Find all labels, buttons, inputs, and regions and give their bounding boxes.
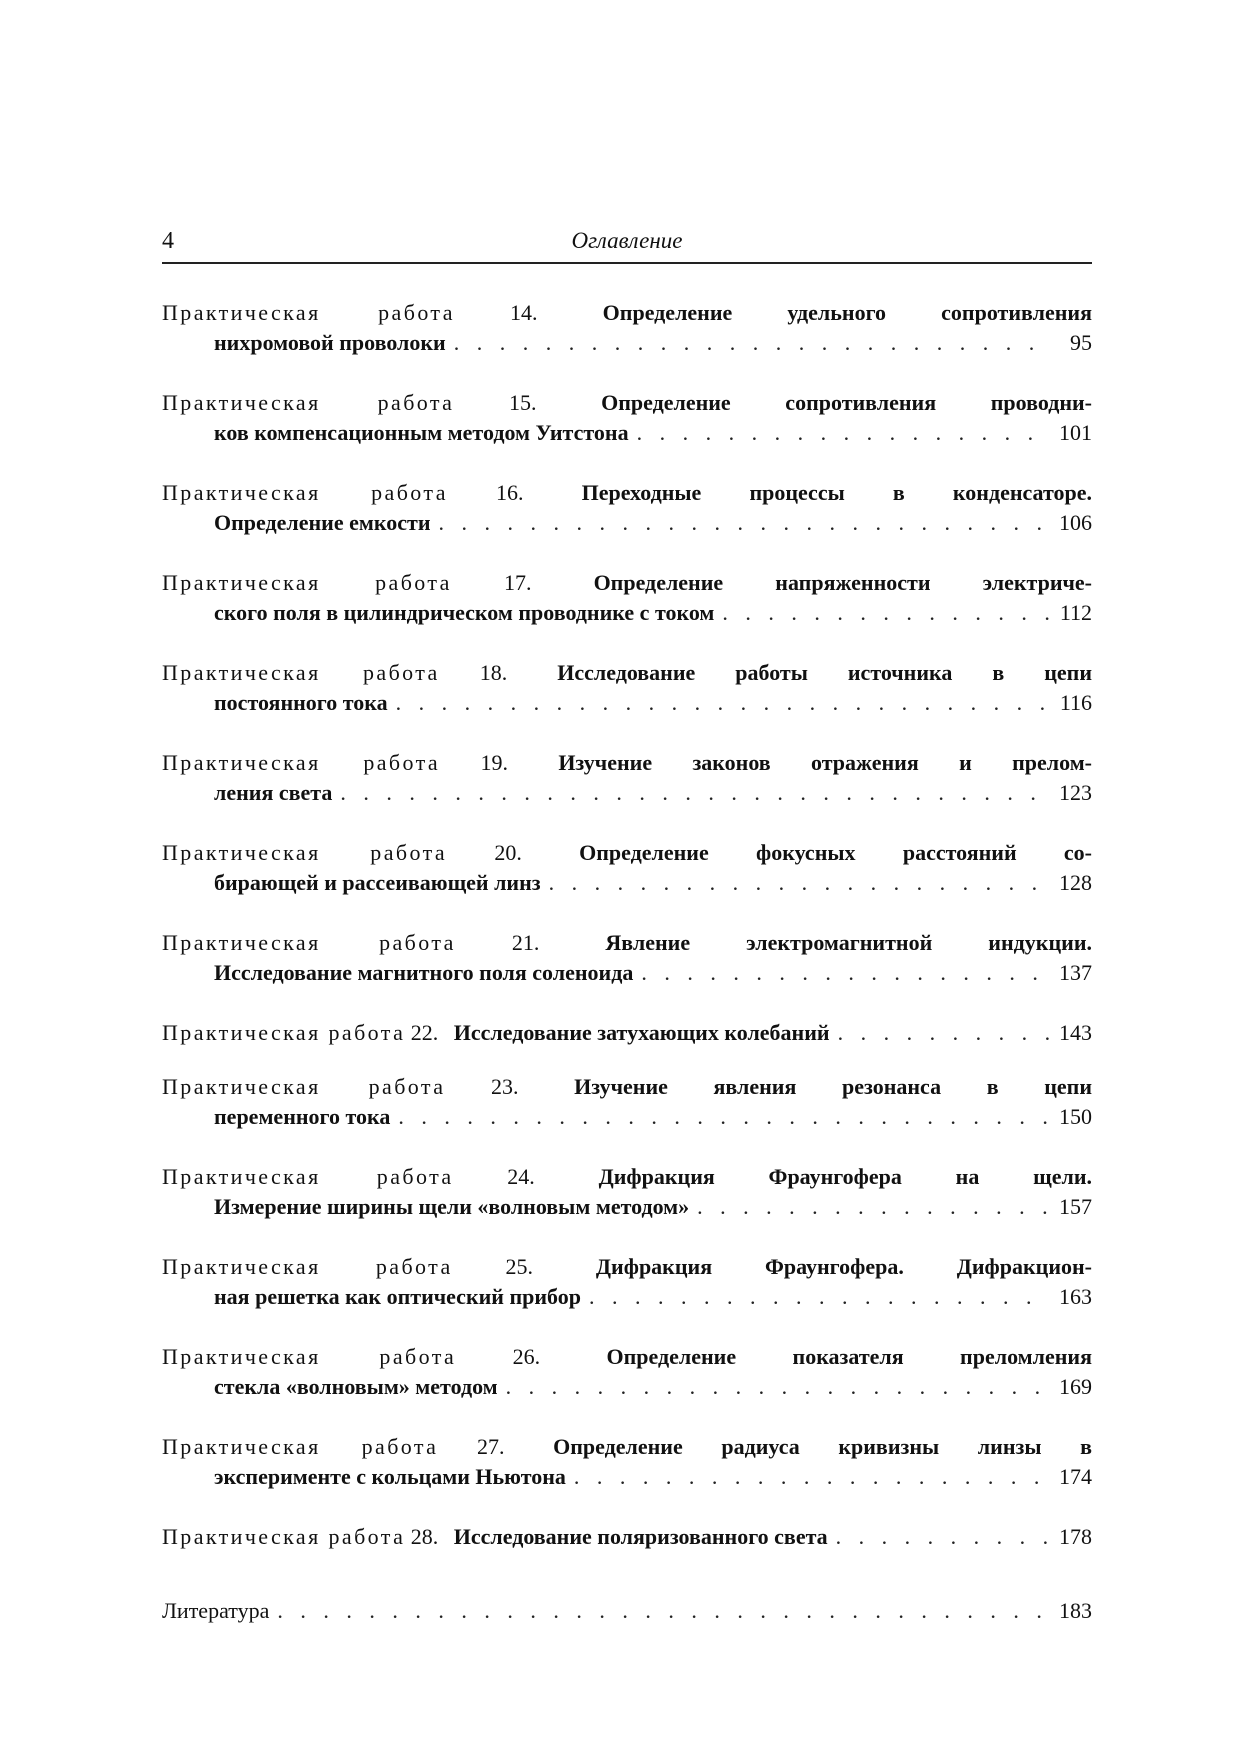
toc-entry-line1 <box>162 1342 1092 1372</box>
running-head-title: Оглавление <box>571 228 683 253</box>
toc-entry-title-continued: эксперименте с кольцами Ньютона <box>214 1464 566 1489</box>
toc-entry-label: Практическая работа <box>162 570 452 595</box>
toc-entry-page: 112 <box>1059 600 1092 625</box>
literature-page: 183 <box>1059 1598 1092 1623</box>
toc-entry-title-continued: ная решетка как оптический прибор <box>214 1284 582 1309</box>
toc-entry-page: 178 <box>1059 1524 1092 1549</box>
table-of-contents <box>162 298 1092 1552</box>
toc-entry[interactable] <box>162 478 1092 538</box>
toc-entry-title: Определение показателя преломления <box>606 1344 1092 1369</box>
toc-entry-number: 21. <box>511 930 540 955</box>
toc-entry-label: Практическая работа <box>162 1344 457 1369</box>
toc-entry-title-continued: стекла «волновым» методом <box>214 1374 498 1399</box>
toc-entry[interactable] <box>162 388 1092 448</box>
toc-entry-line1 <box>162 1072 1092 1102</box>
toc-entry-line2 <box>162 778 1092 808</box>
page-number: 4 <box>162 228 174 254</box>
toc-entry-line1 <box>162 928 1092 958</box>
toc-entry-line2 <box>162 688 1092 718</box>
toc-entry-line1 <box>162 478 1092 508</box>
toc-entry-line2 <box>162 1192 1092 1222</box>
dot-leader <box>398 1102 1050 1132</box>
toc-entry-label: Практическая работа <box>162 480 448 505</box>
toc-entry-label: Практическая работа <box>162 1254 453 1279</box>
toc-entry[interactable] <box>162 1522 1092 1552</box>
toc-entry-page: 163 <box>1059 1284 1092 1309</box>
toc-entry-literature[interactable] <box>162 1598 1092 1624</box>
toc-entry-title: Явление электромагнитной индукции. <box>605 930 1092 955</box>
toc-entry-page: 137 <box>1059 960 1092 985</box>
toc-entry-title: Дифракция Фраунгофера на щели. <box>598 1164 1092 1189</box>
toc-entry-label: Практическая работа <box>162 1434 439 1459</box>
document-page <box>162 228 1092 1624</box>
toc-entry-line1 <box>162 748 1092 778</box>
toc-entry-line1 <box>162 1018 1092 1048</box>
toc-entry[interactable] <box>162 658 1092 718</box>
toc-entry-page: 150 <box>1059 1104 1092 1129</box>
toc-entry-number: 27. <box>476 1434 505 1459</box>
toc-entry-label: Практическая работа <box>162 1020 406 1045</box>
toc-entry-line1 <box>162 298 1092 328</box>
toc-entry-page: 106 <box>1059 510 1092 535</box>
toc-entry[interactable] <box>162 928 1092 988</box>
toc-entry[interactable] <box>162 838 1092 898</box>
toc-entry-title-continued: постоянного тока <box>214 690 388 715</box>
toc-entry-number: 17. <box>503 570 532 595</box>
toc-entry-label: Практическая работа <box>162 1074 446 1099</box>
literature-label: Литература <box>162 1598 270 1623</box>
dot-leader <box>454 328 1050 358</box>
toc-entry-number: 26. <box>512 1344 541 1369</box>
toc-entry-page: 123 <box>1059 780 1092 805</box>
toc-entry-line1 <box>162 1162 1092 1192</box>
toc-entry-number: 22. <box>410 1020 439 1045</box>
toc-entry-page: 95 <box>1070 330 1092 355</box>
toc-entry-label: Практическая работа <box>162 660 440 685</box>
toc-entry-page: 143 <box>1059 1020 1092 1045</box>
dot-leader <box>574 1462 1050 1492</box>
dot-leader <box>722 598 1050 628</box>
toc-entry-title-continued: нихромовой проволоки <box>214 330 446 355</box>
toc-entry-line1 <box>162 388 1092 418</box>
toc-entry-title: Изучение законов отражения и прелом- <box>558 750 1092 775</box>
toc-entry-line1 <box>162 1252 1092 1282</box>
toc-entry-label: Практическая работа <box>162 930 456 955</box>
toc-entry-title-continued: ского поля в цилиндрическом проводнике с током <box>214 600 715 625</box>
toc-entry-number: 20. <box>494 840 522 865</box>
toc-entry-number: 24. <box>507 1164 535 1189</box>
toc-entry-number: 28. <box>410 1524 439 1549</box>
toc-entry-label: Практическая работа <box>162 390 455 415</box>
toc-entry-title-continued: Исследование магнитного поля соленоида <box>214 960 634 985</box>
toc-entry-label: Практическая работа <box>162 750 441 775</box>
dot-leader <box>641 958 1050 988</box>
toc-entry-title: Определение фокусных расстояний со- <box>579 840 1092 865</box>
toc-entry-label: Практическая работа <box>162 1524 406 1549</box>
toc-entry-title: Определение напряженности электриче- <box>593 570 1092 595</box>
toc-entry-page: 101 <box>1059 420 1092 445</box>
dot-leader <box>439 508 1051 538</box>
toc-entry[interactable] <box>162 1342 1092 1402</box>
dot-leader <box>506 1372 1050 1402</box>
dot-leader <box>340 778 1050 808</box>
toc-entry-page: 174 <box>1059 1464 1092 1489</box>
dot-leader <box>838 1018 1050 1048</box>
toc-entry-title-continued: Измерение ширины щели «волновым методом» <box>214 1194 690 1219</box>
dot-leader <box>697 1192 1050 1222</box>
toc-entry-line2 <box>162 598 1092 628</box>
toc-entry-title: Исследование поляризованного света <box>453 1524 828 1549</box>
toc-entry-title-continued: ков компенсационным методом Уитстона <box>214 420 629 445</box>
toc-entry[interactable] <box>162 298 1092 358</box>
toc-entry-line2 <box>162 868 1092 898</box>
toc-entry[interactable] <box>162 1432 1092 1492</box>
toc-entry-line1 <box>162 838 1092 868</box>
toc-entry-number: 18. <box>479 660 508 685</box>
running-head <box>162 228 1092 264</box>
toc-entry-page: 157 <box>1059 1194 1092 1219</box>
toc-entry-line2 <box>162 418 1092 448</box>
toc-entry-number: 14. <box>510 300 538 325</box>
toc-entry-title: Исследование затухающих колебаний <box>453 1020 830 1045</box>
toc-entry-title: Определение удельного сопротивления <box>602 300 1092 325</box>
toc-entry-page: 169 <box>1059 1374 1092 1399</box>
dot-leader <box>836 1522 1050 1552</box>
toc-entry[interactable] <box>162 748 1092 808</box>
toc-entry-line2 <box>162 958 1092 988</box>
toc-entry[interactable] <box>162 1162 1092 1222</box>
toc-entry-page: 128 <box>1059 870 1092 895</box>
dot-leader <box>637 418 1050 448</box>
toc-entry-number: 23. <box>490 1074 519 1099</box>
toc-entry-line2 <box>162 1102 1092 1132</box>
toc-entry[interactable] <box>162 1072 1092 1132</box>
toc-entry-title-continued: бирающей и рассеивающей линз <box>214 870 541 895</box>
toc-entry-title: Определение сопротивления проводни- <box>601 390 1092 415</box>
toc-entry-line1 <box>162 1432 1092 1462</box>
toc-entry-label: Практическая работа <box>162 300 455 325</box>
toc-entry-title-continued: Определение емкости <box>214 510 431 535</box>
toc-entry-title: Изучение явления резонанса в цепи <box>574 1074 1092 1099</box>
toc-entry-page: 116 <box>1059 690 1092 715</box>
toc-entry-number: 15. <box>508 390 537 415</box>
toc-entry-line2 <box>162 1462 1092 1492</box>
dot-leader <box>589 1282 1050 1312</box>
dot-leader <box>549 868 1050 898</box>
toc-entry-line1 <box>162 1522 1092 1552</box>
toc-entry-title-continued: переменного тока <box>214 1104 391 1129</box>
toc-entry-number: 25. <box>505 1254 534 1279</box>
toc-entry-title: Исследование работы источника в цепи <box>557 660 1092 685</box>
toc-entry-title: Определение радиуса кривизны линзы в <box>553 1434 1092 1459</box>
toc-entry-line2 <box>162 1372 1092 1402</box>
toc-entry-title: Дифракция Фраунгофера. Дифракцион- <box>595 1254 1092 1279</box>
toc-entry[interactable] <box>162 1018 1092 1048</box>
toc-entry-number: 16. <box>495 480 524 505</box>
toc-entry-line2 <box>162 328 1092 358</box>
dot-leader <box>396 688 1050 718</box>
toc-entry[interactable] <box>162 568 1092 628</box>
toc-entry-label: Практическая работа <box>162 1164 454 1189</box>
toc-entry-title-continued: ления света <box>214 780 333 805</box>
toc-entry-label: Практическая работа <box>162 840 448 865</box>
toc-entry-number: 19. <box>480 750 508 775</box>
toc-entry-title: Переходные процессы в конденсаторе. <box>581 480 1092 505</box>
dot-leader <box>277 1598 1050 1624</box>
toc-entry-line1 <box>162 568 1092 598</box>
toc-entry-line2 <box>162 508 1092 538</box>
toc-entry-line2 <box>162 1282 1092 1312</box>
toc-entry[interactable] <box>162 1252 1092 1312</box>
toc-entry-line1 <box>162 658 1092 688</box>
